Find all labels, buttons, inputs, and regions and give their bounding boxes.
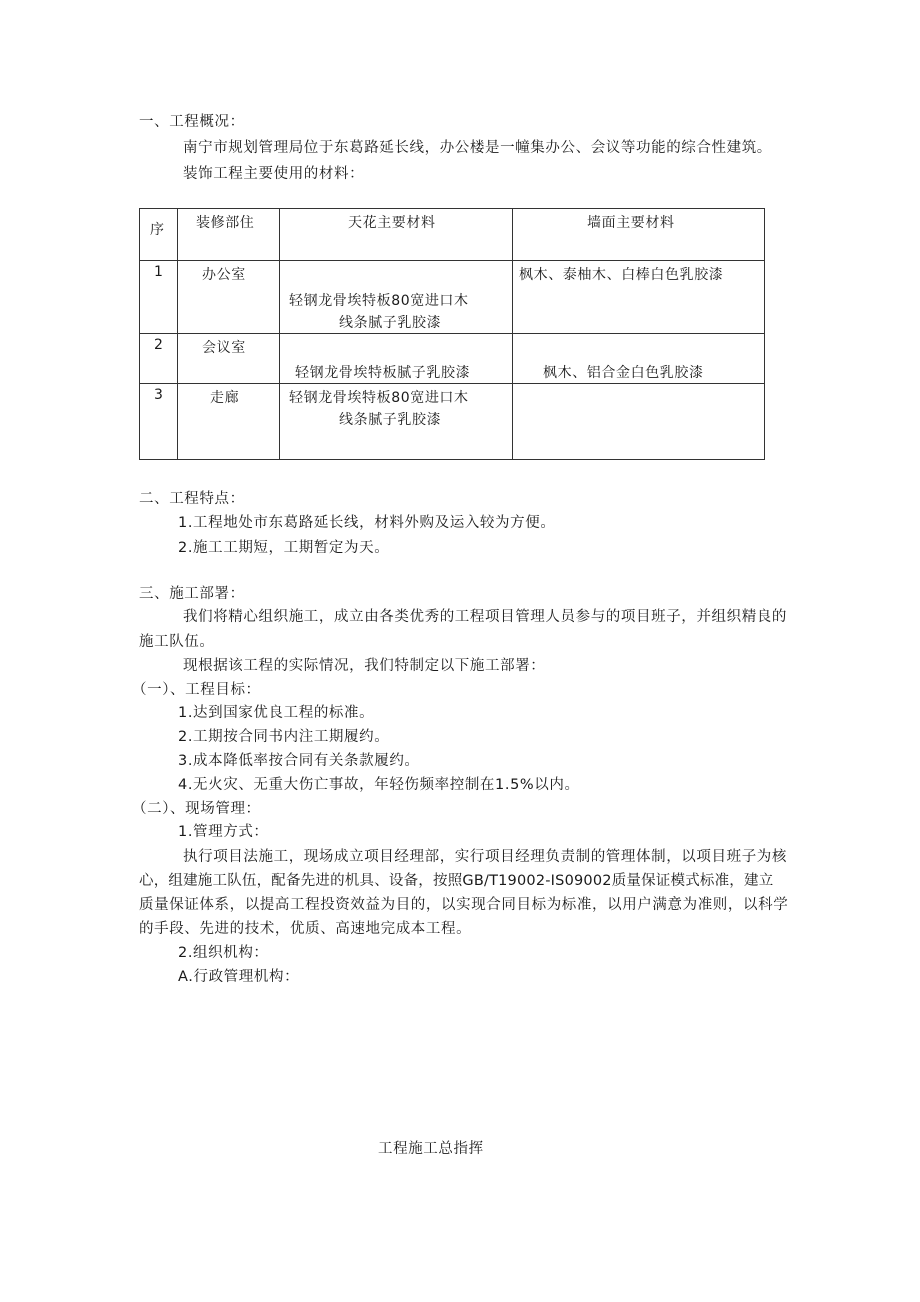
management-para: 执行项目法施工，现场成立项目经理部，实行项目经理负责制的管理体制，以项目班子为核 (183, 849, 787, 865)
table-row (140, 261, 765, 334)
org-chart-top-node: 工程施工总指挥 (378, 1141, 484, 1157)
row-ceiling: 轻钢龙骨埃特板腻子乳胶漆 (295, 365, 471, 381)
management-para-cont: 质量保证体系，以提高工程投资效益为目的，以实现合同目标为标准，以用户满意为准则，以科学 (139, 897, 789, 913)
table-header-row (140, 209, 765, 261)
row-wall: 枫木、泰柚木、白棒白色乳胶漆 (519, 267, 724, 283)
goal-item: 2.工期按合同书内注工期履约。 (178, 729, 390, 745)
management-para-cont: 的手段、先进的技术，优质、高速地完成本工程。 (139, 921, 472, 937)
management-para-cont: 心，组建施工队伍，配备先进的机具、设备，按照GB/T19002-IS09002质量保证模式标准，建立 (139, 873, 774, 889)
row-number: 3 (154, 387, 164, 403)
section2-item: 1.工程地处市东葛路延长线，材料外购及运入较为方便。 (178, 515, 556, 531)
section2-heading: 二、工程特点： (139, 491, 245, 507)
header-cell: 天花主要材料 (280, 209, 513, 261)
row-wall: 枫木、铝合金白色乳胶漆 (543, 365, 704, 381)
table-row (140, 384, 765, 460)
row-number: 2 (154, 337, 164, 353)
row-ceiling-cont: 线条腻子乳胶漆 (339, 315, 442, 331)
table-row (140, 334, 765, 384)
admin-structure-label: A.行政管理机构： (178, 969, 300, 985)
section3-para1: 我们将精心组织施工，成立由各类优秀的工程项目管理人员参与的项目班子，并组织精良的 (183, 609, 787, 625)
header-cell: 序 (140, 209, 178, 261)
section1-intro: 南宁市规划管理局位于东葛路延长线，办公楼是一幢集办公、会议等功能的综合性建筑。 (183, 140, 772, 156)
section1-heading: 一、工程概况： (139, 114, 245, 130)
management-method-label: 1.管理方式： (178, 824, 269, 840)
row-ceiling: 轻钢龙骨埃特板80宽进口木 (289, 390, 469, 406)
header-cell: 墙面主要材料 (513, 209, 765, 261)
materials-intro: 装饰工程主要使用的材料： (183, 166, 365, 182)
row-number: 1 (154, 264, 164, 280)
row-area: 走廊 (210, 390, 240, 406)
section3-para1-cont: 施工队伍。 (139, 634, 215, 650)
row-ceiling: 轻钢龙骨埃特板80宽进口木 (289, 293, 469, 309)
org-structure-label: 2.组织机构： (178, 945, 269, 961)
header-cell: 装修部住 (178, 209, 280, 261)
section3-heading: 三、施工部署： (139, 586, 245, 602)
section2-item: 2.施工工期短，工期暂定为天。 (178, 540, 390, 556)
row-area: 办公室 (202, 267, 246, 283)
goal-item: 1.达到国家优良工程的标准。 (178, 705, 375, 721)
row-ceiling-cont: 线条腻子乳胶漆 (339, 412, 442, 428)
goal-item: 4.无火灾、无重大伤亡事故，年轻伤频率控制在1.5%以内。 (178, 777, 580, 793)
subsection1-heading: （一）、工程目标： (132, 682, 261, 698)
goal-item: 3.成本降低率按合同有关条款履约。 (178, 753, 420, 769)
section3-para2: 现根据该工程的实际情况，我们特制定以下施工部署： (183, 658, 546, 674)
materials-table (139, 208, 765, 460)
row-area: 会议室 (202, 340, 246, 356)
subsection2-heading: （二）、现场管理： (132, 801, 261, 817)
